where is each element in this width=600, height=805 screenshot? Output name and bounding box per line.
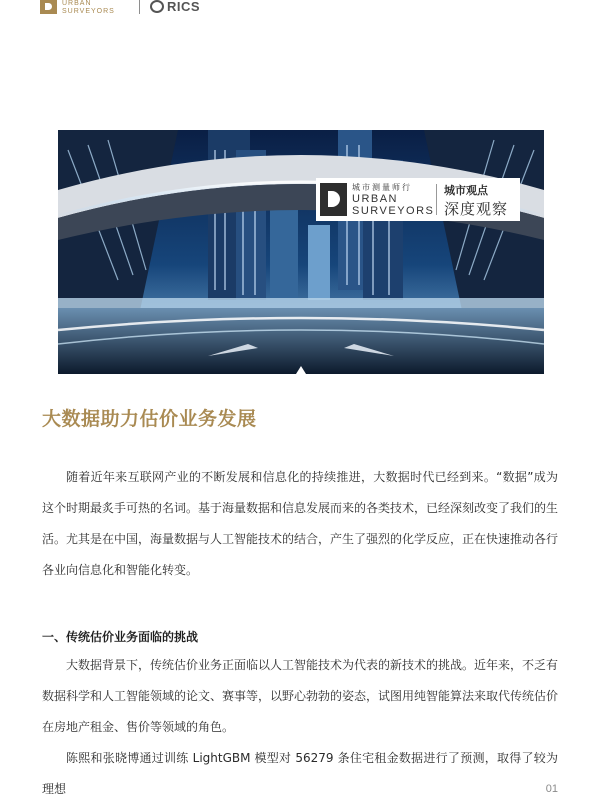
section-heading: 一、传统估价业务面临的挑战 bbox=[42, 630, 199, 644]
section-paragraph-2: 陈熙和张晓博通过训练 LightGBM 模型对 56279 条住宅租金数据进行了预测，取得了较为理想 bbox=[42, 751, 558, 796]
badge-tagline-2: 深度观察 bbox=[444, 200, 509, 218]
urban-surveyors-mark-icon bbox=[40, 0, 57, 14]
city-overpass-illustration bbox=[58, 130, 544, 374]
intro-paragraph: 随着近年来互联网产业的不断发展和信息化的持续推进，大数据时代已经到来。“数据”成为这个时期最炙手可热的名词。基于海量数据和信息发展而来的各类技术，已经深刻改变了我们的生活。尤其是在中国，海量数据与人工智能技术的结合，产生了强烈的化学反应，正在快速推动各行各业向信息化和智能化转变。 bbox=[42, 470, 559, 577]
badge-chinese-name: 城市测量师行 bbox=[352, 183, 412, 192]
page-number: 01 bbox=[545, 783, 558, 795]
badge-divider bbox=[436, 184, 437, 215]
badge-english-line2: SURVEYORS bbox=[352, 205, 435, 217]
logo-text-line2: SURVEYORS bbox=[62, 8, 115, 15]
article-title: 大数据助力估价业务发展 bbox=[42, 408, 257, 430]
urban-surveyors-badge bbox=[316, 178, 520, 221]
section-paragraph-1: 大数据背景下，传统估价业务正面临以人工智能技术为代表的新技术的挑战。近年来，不乏有数据科学和人工智能领域的论文、赛事等，以野心勃勃的姿态，试图用纯智能算法来取代传统估价在房地产租金、售价等领域的角色。 bbox=[42, 658, 559, 734]
logo-divider bbox=[139, 0, 140, 14]
logo-text-line1: URBAN bbox=[62, 0, 92, 7]
rics-logo-text: RICS bbox=[167, 0, 201, 14]
badge-tagline-1: 城市观点 bbox=[444, 184, 488, 197]
badge-english-line1: URBAN bbox=[352, 193, 399, 205]
urban-surveyors-logo bbox=[40, 0, 132, 16]
hero-image bbox=[58, 130, 544, 374]
rics-swirl-icon bbox=[150, 0, 164, 13]
badge-logo-icon bbox=[320, 183, 347, 216]
